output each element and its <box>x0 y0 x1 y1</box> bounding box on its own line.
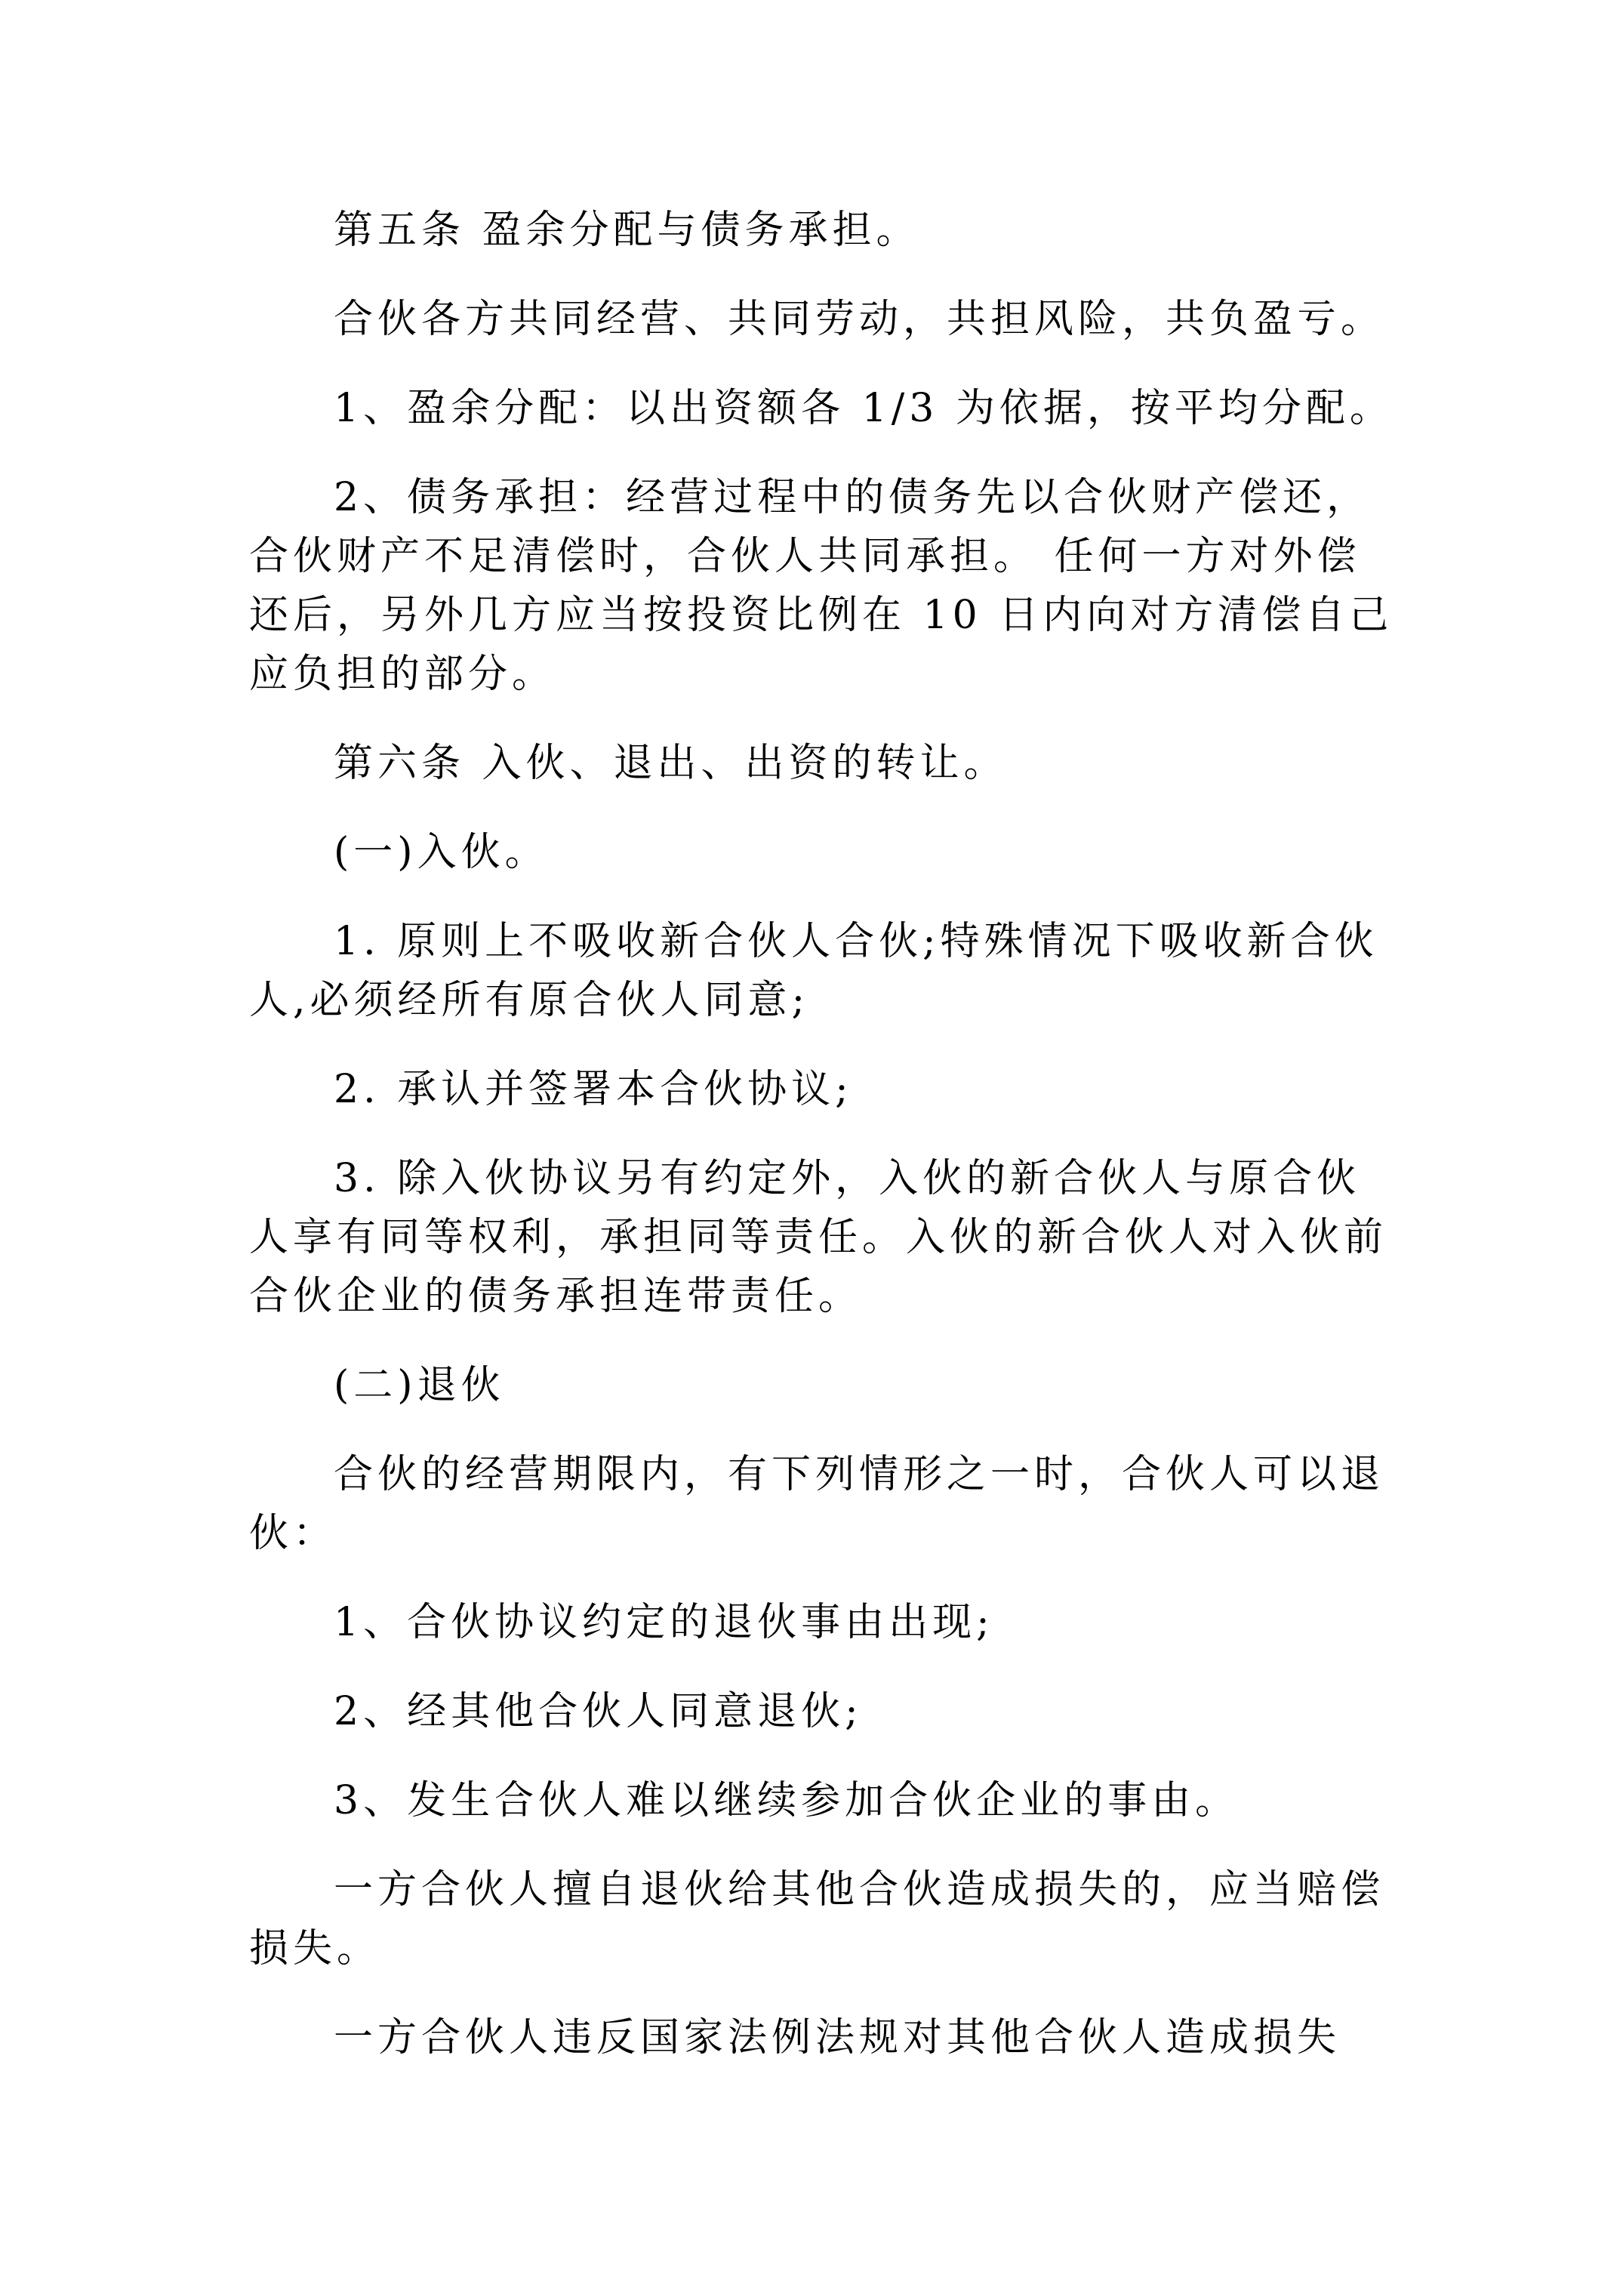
article-5-heading: 第五条 盈余分配与债务承担。 <box>334 208 920 253</box>
paragraph-debt-line-1: 2、债务承担：经营过程中的债务先以合伙财产偿还， <box>334 475 1371 520</box>
joining-item-3-line-1: 3. 除入伙协议另有约定外，入伙的新合伙人与原合伙 <box>334 1156 1361 1201</box>
paragraph-debt-line-3: 还后，另外几方应当按投资比例在 10 日内向对方清偿自己 <box>249 593 1394 638</box>
joining-item-1-line-1: 1. 原则上不吸收新合伙人合伙;特殊情况下吸收新合伙 <box>334 919 1378 964</box>
withdrawal-intro-line-2: 伙： <box>249 1511 337 1556</box>
article-6-heading: 第六条 入伙、退出、出资的转让。 <box>334 741 1008 786</box>
section-withdrawal-heading: (二)退伙 <box>334 1363 505 1408</box>
joining-item-1-line-2: 人,必须经所有原合伙人同意; <box>249 978 810 1023</box>
law-violation-line-1: 一方合伙人违反国家法例法规对其他合伙人造成损失 <box>334 2015 1341 2060</box>
withdrawal-item-1: 1、合伙协议约定的退伙事由出现; <box>334 1600 994 1645</box>
paragraph-shared-operation: 合伙各方共同经营、共同劳动，共担风险，共负盈亏。 <box>334 297 1385 342</box>
joining-item-2: 2. 承认并签署本合伙协议; <box>334 1067 853 1112</box>
joining-item-3-line-3: 合伙企业的债务承担连带责任。 <box>249 1274 863 1319</box>
paragraph-profit-distribution: 1、盈余分配：以出资额各 1/3 为依据，按平均分配。 <box>334 386 1394 431</box>
paragraph-debt-line-4: 应负担的部分。 <box>249 652 556 697</box>
withdrawal-item-3: 3、发生合伙人难以继续参加合伙企业的事由。 <box>334 1778 1240 1823</box>
withdrawal-compensation-line-2: 损失。 <box>249 1926 381 1971</box>
withdrawal-intro-line-1: 合伙的经营期限内，有下列情形之一时，合伙人可以退 <box>334 1452 1385 1497</box>
withdrawal-compensation-line-1: 一方合伙人擅自退伙给其他合伙造成损失的，应当赔偿 <box>334 1867 1385 1912</box>
withdrawal-item-2: 2、经其他合伙人同意退伙; <box>334 1689 863 1734</box>
section-joining-heading: (一)入伙。 <box>334 830 549 875</box>
paragraph-debt-line-2: 合伙财产不足清偿时，合伙人共同承担。 任何一方对外偿 <box>249 534 1361 579</box>
joining-item-3-line-2: 人享有同等权利，承担同等责任。入伙的新合伙人对入伙前 <box>249 1215 1388 1260</box>
